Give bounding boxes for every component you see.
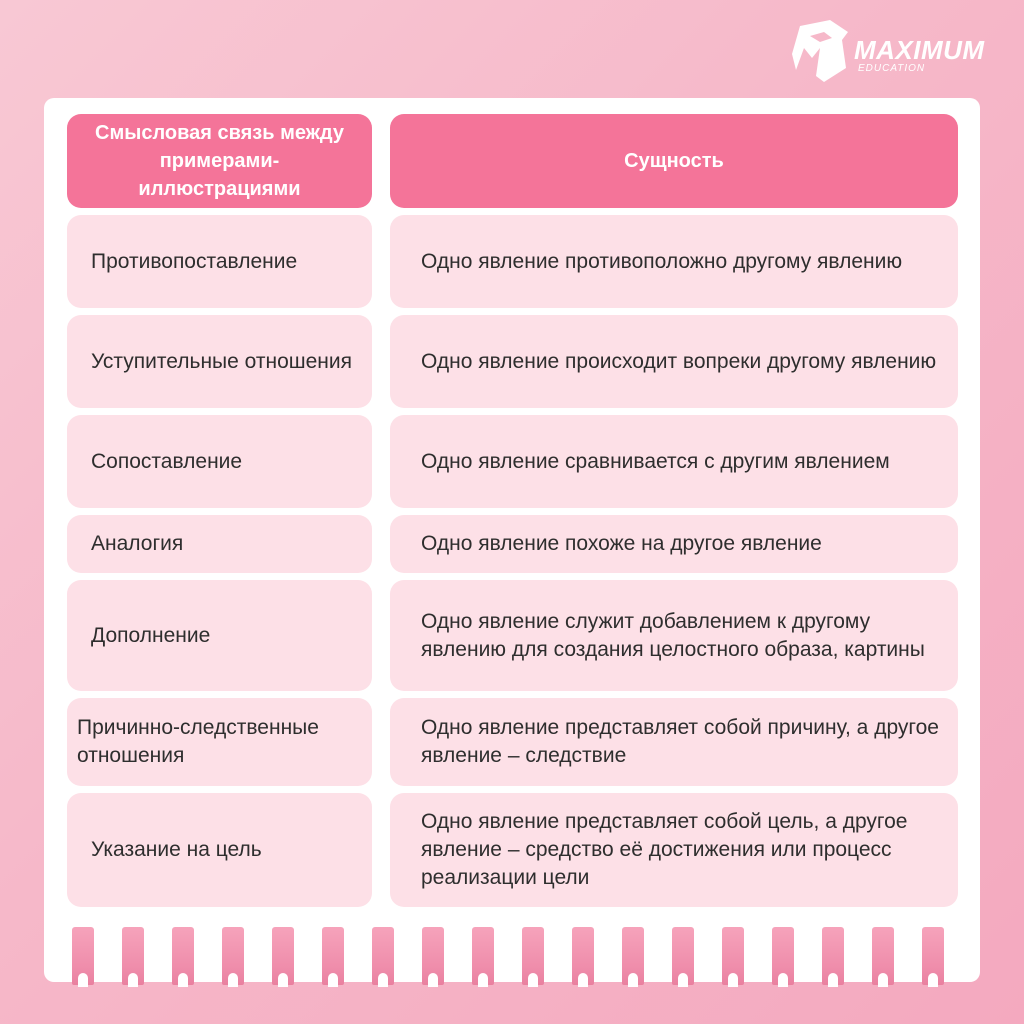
header-essence: Сущность — [390, 114, 958, 208]
brand-name: MAXIMUM — [854, 35, 985, 65]
essence-cell: Одно явление служит добавлением к другому явлению для создания целостного образа, картины — [390, 580, 958, 691]
relation-cell: Дополнение — [67, 580, 372, 691]
binding-ring — [822, 927, 844, 985]
binding-ring — [922, 927, 944, 985]
relation-cell: Сопоставление — [67, 415, 372, 508]
binding-ring — [272, 927, 294, 985]
relation-cell: Уступительные отношения — [67, 315, 372, 408]
binding-ring — [72, 927, 94, 985]
binding-ring — [472, 927, 494, 985]
relation-cell: Аналогия — [67, 515, 372, 573]
binding-ring — [422, 927, 444, 985]
binding-ring — [572, 927, 594, 985]
essence-cell: Одно явление представляет собой цель, а другое явление – средство её достижения или процесс реализации цели — [390, 793, 958, 907]
relation-cell: Указание на цель — [67, 793, 372, 907]
header-relation: Смысловая связь между примерами-иллюстрациями — [67, 114, 372, 208]
relation-cell: Причинно-следственные отношения — [67, 698, 372, 786]
binding-ring — [872, 927, 894, 985]
binding-ring — [772, 927, 794, 985]
binding-ring — [122, 927, 144, 985]
maximum-logo-icon — [790, 18, 852, 84]
binding-ring — [322, 927, 344, 985]
essence-cell: Одно явление представляет собой причину, а другое явление – следствие — [390, 698, 958, 786]
binding-ring — [372, 927, 394, 985]
binding-ring — [672, 927, 694, 985]
binding-ring — [722, 927, 744, 985]
essence-cell: Одно явление происходит вопреки другому явлению — [390, 315, 958, 408]
spiral-binding — [72, 927, 972, 987]
binding-ring — [522, 927, 544, 985]
binding-ring — [222, 927, 244, 985]
essence-cell: Одно явление похоже на другое явление — [390, 515, 958, 573]
relation-cell: Противопоставление — [67, 215, 372, 308]
brand-logo — [790, 18, 1000, 84]
essence-cell: Одно явление противоположно другому явлению — [390, 215, 958, 308]
binding-ring — [622, 927, 644, 985]
essence-cell: Одно явление сравнивается с другим явлением — [390, 415, 958, 508]
binding-ring — [172, 927, 194, 985]
brand-subtitle: EDUCATION — [858, 63, 926, 74]
